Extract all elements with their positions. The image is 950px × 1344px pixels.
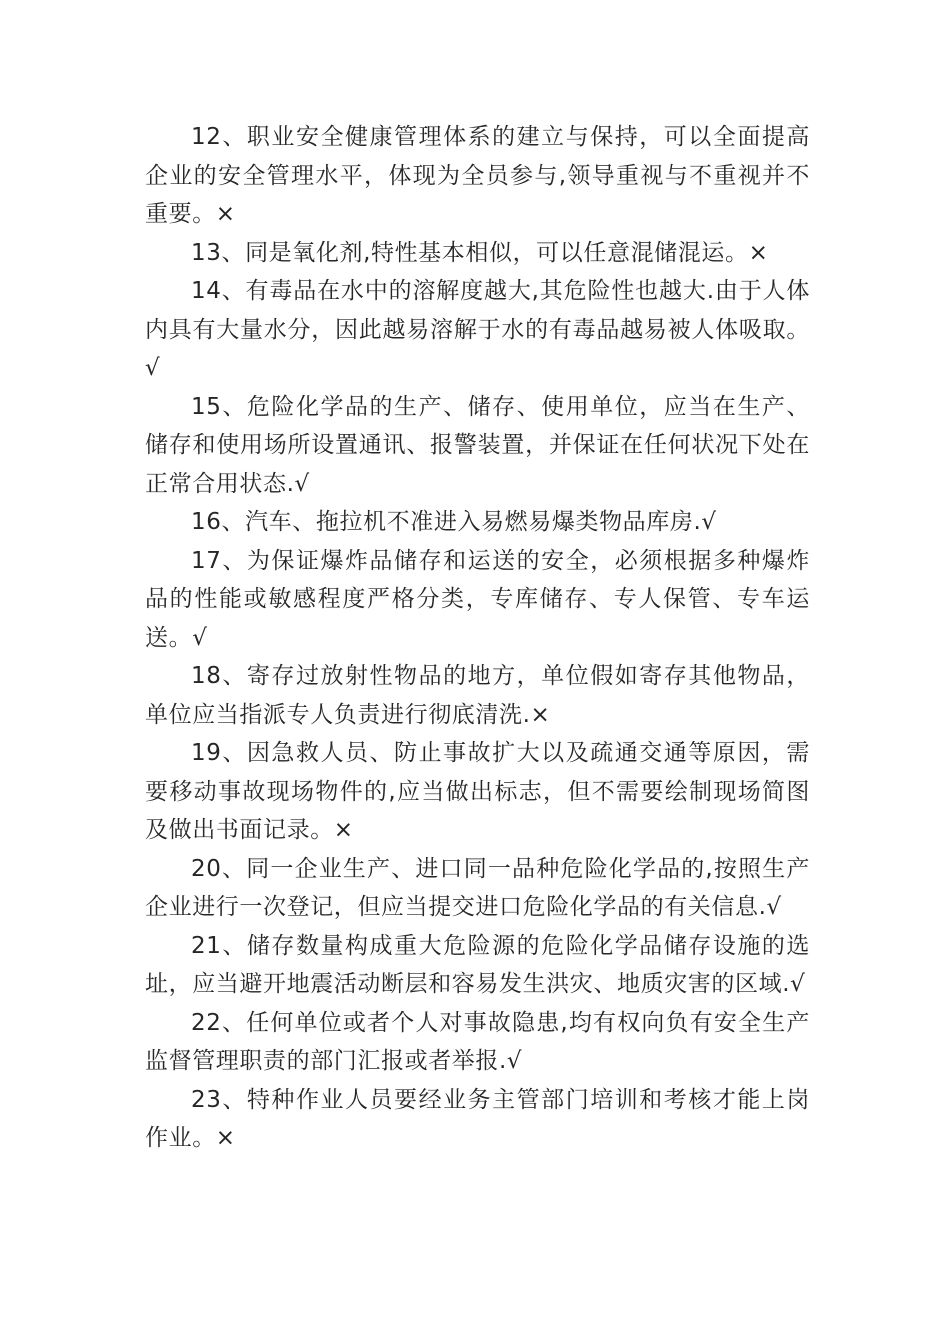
question-18: 18、寄存过放射性物品的地方，单位假如寄存其他物品，单位应当指派专人负责进行彻底清洗.× bbox=[145, 663, 810, 728]
question-20: 20、同一企业生产、进口同一品种危险化学品的,按照生产企业进行一次登记，但应当提交进口危险化学品的有关信息.√ bbox=[145, 855, 810, 920]
question-16: 16、汽车、拖拉机不准进入易燃易爆类物品库房.√ bbox=[191, 509, 717, 535]
question-21: 21、储存数量构成重大危险源的危险化学品储存设施的选址，应当避开地震活动断层和容易发生洪灾、地质灾害的区域.√ bbox=[145, 932, 810, 997]
question-23: 23、特种作业人员要经业务主管部门培训和考核才能上岗作业。× bbox=[145, 1086, 810, 1151]
question-22: 22、任何单位或者个人对事故隐患,均有权向负有安全生产监督管理职责的部门汇报或者举报.√ bbox=[145, 1009, 810, 1074]
question-13: 13、同是氧化剂,特性基本相似，可以任意混储混运。× bbox=[191, 239, 769, 266]
question-17: 17、为保证爆炸品储存和运送的安全，必须根据多种爆炸品的性能或敏感程度严格分类，专库储存、专人保管、专车运送。√ bbox=[145, 547, 810, 651]
question-14: 14、有毒品在水中的溶解度越大,其危险性也越大.由于人体内具有大量水分，因此越易溶解于水的有毒品越易被人体吸取。√ bbox=[145, 278, 810, 381]
document-body bbox=[145, 118, 810, 1158]
question-12: 12、职业安全健康管理体系的建立与保持，可以全面提高企业的安全管理水平，体现为全员参与,领导重视与不重视并不重要。× bbox=[145, 124, 810, 227]
question-15: 15、危险化学品的生产、储存、使用单位，应当在生产、储存和使用场所设置通讯、报警装置，并保证在任何状况下处在正常合用状态.√ bbox=[145, 393, 810, 497]
question-19: 19、因急救人员、防止事故扩大以及疏通交通等原因，需要移动事故现场物件的,应当做出标志，但不需要绘制现场简图及做出书面记录。× bbox=[145, 740, 810, 843]
